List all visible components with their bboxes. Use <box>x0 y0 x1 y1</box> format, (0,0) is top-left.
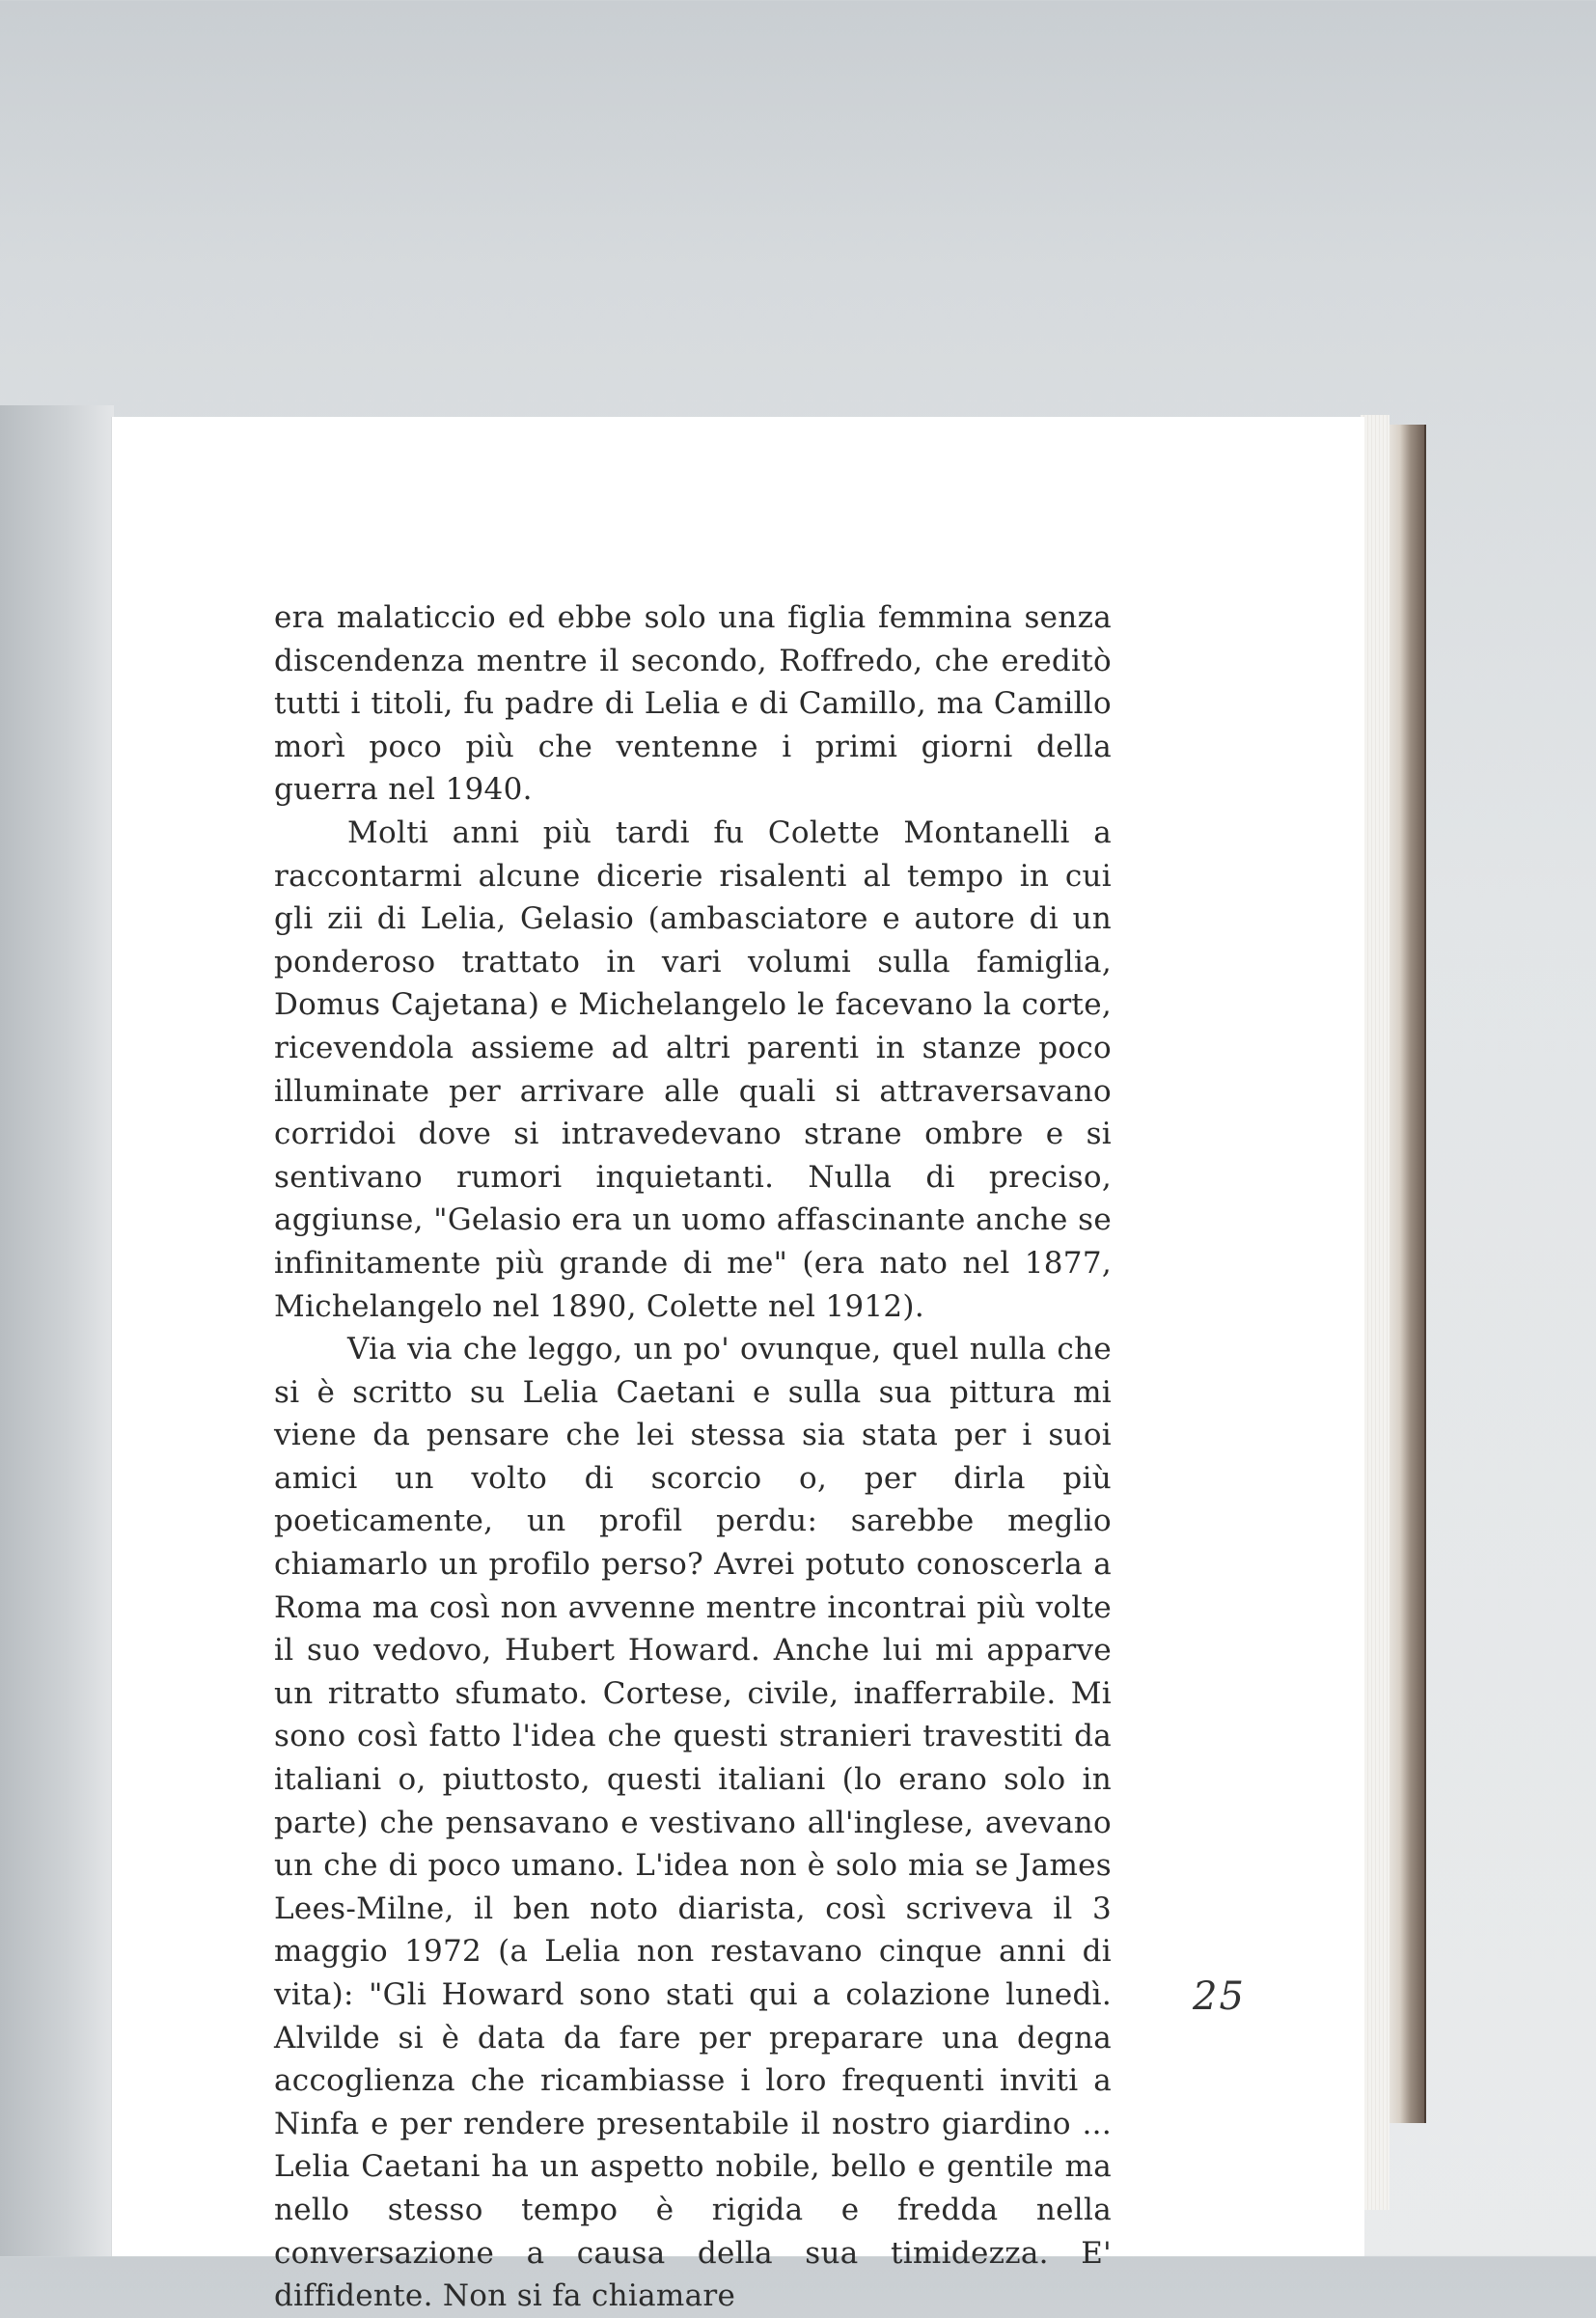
body-text <box>274 596 1112 2314</box>
paragraph-1: era malaticcio ed ebbe solo una figlia femmina senza discendenza mentre il secondo, Roffredo, che ereditò tutti i titoli, fu padre di Lelia e di Camillo, ma Camillo morì poco più che ventenne i primi giorni della guerra nel 1940. <box>274 600 1112 808</box>
page-number: 25 <box>1193 1974 1246 2019</box>
page-edge-stack <box>1361 415 1390 2210</box>
paragraph-2: Molti anni più tardi fu Colette Montanelli a raccontarmi alcune dicerie risalenti al tempo in cui gli zii di Lelia, Gelasio (ambasciatore e autore di un ponderoso trattato in vari volumi sulla famiglia, Domus Cajetana) e Michelangelo le facevano la corte, ricevendola assieme ad altri parenti in stanze poco illuminate per arrivare alle quali si attraversavano corridoi dove si intravedevano strane ombre e si sentivano rumori inquietanti. Nulla di preciso, aggiunse, "Gelasio era un uomo affascinante anche se infinitamente più grande di me" (era nato nel 1877, Michelangelo nel 1890, Colette nel 1912). <box>274 814 1112 1324</box>
book-left-shadow <box>0 405 114 2256</box>
paragraph-3: Via via che leggo, un po' ovunque, quel nulla che si è scritto su Lelia Caetani e sulla sua pittura mi viene da pensare che lei stessa sia stata per i suoi amici un volto di scorcio o, per dirla più poeticamente, un profil perdu: sarebbe meglio chiamarlo un profilo perso? Avrei potuto conoscerla a Roma ma così non avvenne mentre incontrai più volte il suo vedovo, Hubert Howard. Anche lui mi apparve un ritratto sfumato. Cortese, civile, inafferrabile. Mi sono così fatto l'idea che questi stranieri travestiti da italiani o, piuttosto, questi italiani (lo erano solo in parte) che pensavano e vestivano all'inglese, avevano un che di poco umano. L'idea non è solo mia se James Lees-Milne, il ben noto diarista, così scriveva il 3 maggio 1972 (a Lelia non restavano cinque anni di vita): "Gli Howard sono stati qui a colazione lunedì. Alvilde si è data da fare per preparare una degna accoglienza che ricambiasse i loro frequenti inviti a Ninfa e per rendere presentabile il nostro giardino ... Lelia Caetani ha un aspetto nobile, bello e gentile ma nello stesso tempo è rigida e fredda nella conversazione a causa della sua timidezza. E' diffidente. Non si fa chiamare <box>274 1332 1112 2314</box>
book-spine-edge <box>1390 425 1426 2123</box>
